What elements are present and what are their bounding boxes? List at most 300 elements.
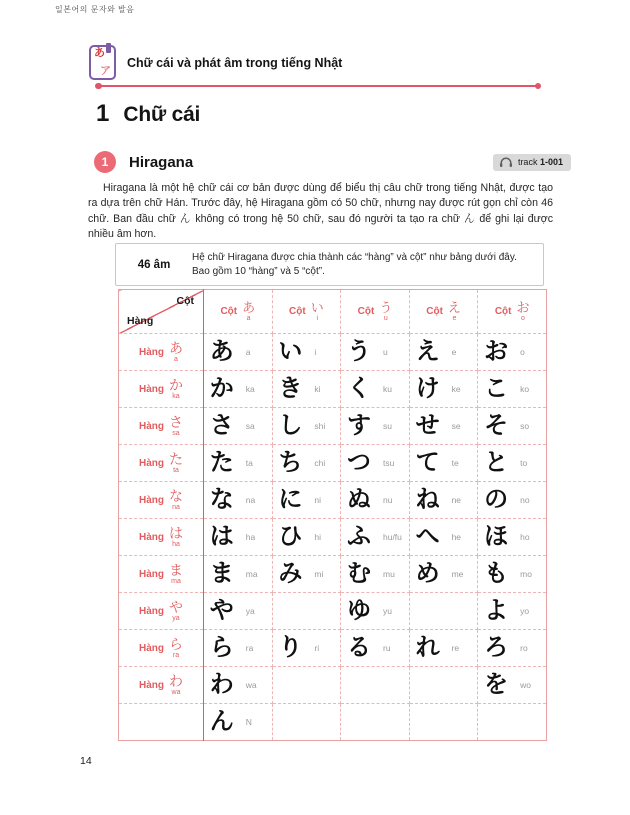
- kana-glyph: を: [484, 671, 509, 698]
- romaji-label: sa: [172, 430, 180, 437]
- kana-cell: [478, 630, 547, 667]
- romaji-label: yo: [520, 606, 530, 616]
- table-row: [119, 445, 547, 482]
- romaji-label: ri: [314, 643, 320, 653]
- romaji-label: mo: [520, 569, 532, 579]
- kana-cell: [272, 519, 341, 556]
- kana-cell-content: [273, 414, 341, 438]
- kana-glyph: わ: [169, 673, 183, 689]
- kana-glyph: し: [278, 412, 303, 439]
- romaji-label: wa: [171, 689, 181, 696]
- audio-track-badge[interactable]: [493, 154, 571, 171]
- section-divider-rule: [98, 85, 538, 87]
- kana-cell: [341, 556, 410, 593]
- kana-cell: [341, 445, 410, 482]
- kana-cell: [204, 593, 273, 630]
- kana-glyph: ぬ: [346, 486, 371, 513]
- romaji-label: ko: [520, 384, 530, 394]
- kana-cell-content: [204, 599, 272, 623]
- column-header-content: [204, 301, 272, 322]
- row-header: [119, 445, 204, 482]
- column-header-prefix: Cột: [289, 306, 306, 317]
- kana-glyph: た: [209, 449, 234, 476]
- row-header: [119, 371, 204, 408]
- table-row: [119, 630, 547, 667]
- romaji-label: tsu: [382, 458, 395, 468]
- kana-cell-content: [273, 488, 341, 512]
- kana-cell: [478, 371, 547, 408]
- kana-with-romaji: [169, 526, 183, 548]
- kana-glyph: こ: [484, 375, 509, 402]
- kana-glyph: ん: [209, 708, 234, 735]
- romaji-label: ra: [245, 643, 254, 653]
- kana-glyph: は: [169, 525, 183, 541]
- kana-cell-content: [341, 377, 409, 401]
- romaji-label: ta: [245, 458, 253, 468]
- chapter-title: Chữ cái và phát âm trong tiếng Nhật: [127, 55, 343, 70]
- romaji-label: ta: [173, 467, 179, 474]
- kana-cell-content: [410, 636, 478, 660]
- table-header-row: [119, 290, 547, 334]
- kana-table: [118, 289, 547, 741]
- romaji-label: N: [245, 717, 252, 727]
- kana-glyph: ら: [209, 634, 234, 661]
- romaji-label: u: [382, 347, 388, 357]
- row-header-content: [119, 637, 203, 659]
- kana-cell: [478, 445, 547, 482]
- kana-cell: [341, 630, 410, 667]
- kana-cell-content: [273, 525, 341, 549]
- section-heading: [96, 100, 200, 128]
- kana-glyph: え: [415, 338, 440, 365]
- kana-cell: [409, 408, 478, 445]
- running-head: 일본어의 문자와 발음: [55, 5, 135, 14]
- kana-glyph: や: [169, 599, 183, 615]
- kana-glyph: せ: [415, 412, 440, 439]
- kana-glyph: よ: [484, 597, 509, 624]
- intro-paragraph: Hiragana là một hệ chữ cái cơ bản được dùng để biểu thị câu chữ trong tiếng Nhật, được tạo ra dựa trên chữ Hán. Trước đây, hệ Hiragana gồm có 50 chữ, nhưng nay được rút gọn chỉ còn 46 chữ. Ban đầu chữ ん không có trong hệ 50 chữ, sau đó người ta tạo ra chữ ん để ghi lại được nhiều âm hơn.: [88, 182, 553, 241]
- kana-glyph: む: [346, 560, 371, 587]
- romaji-label: ro: [520, 643, 528, 653]
- kana-cell-content: [478, 377, 546, 401]
- kana-cell: [409, 630, 478, 667]
- kana-glyph: わ: [209, 671, 234, 698]
- kana-glyph: ち: [278, 449, 303, 476]
- kana-cell-content: [410, 488, 478, 512]
- romaji-label: u: [383, 315, 388, 322]
- romaji-label: a: [245, 347, 251, 357]
- romaji-label: so: [520, 421, 530, 431]
- kana-with-romaji: [169, 415, 183, 437]
- kana-cell: [478, 482, 547, 519]
- kana-cell: [272, 667, 341, 704]
- row-header-prefix: Hàng: [139, 531, 164, 543]
- kana-glyph: ふ: [346, 523, 371, 550]
- column-header-prefix: Cột: [494, 306, 512, 317]
- kana-cell-content: [204, 414, 272, 438]
- info-box: [115, 243, 544, 286]
- kana-glyph: ゆ: [346, 597, 371, 624]
- kana-glyph: う: [379, 300, 393, 315]
- kana-glyph: あ: [169, 340, 183, 356]
- kana-with-romaji: [517, 301, 530, 322]
- kana-cell: [478, 334, 547, 371]
- kana-glyph: は: [209, 523, 234, 550]
- kana-glyph: ろ: [484, 634, 509, 661]
- subsection-number-badge: 1: [94, 151, 116, 173]
- table-row: [119, 519, 547, 556]
- kana-cell-content: [204, 636, 272, 660]
- corner-row-label: Hàng: [127, 315, 154, 327]
- row-header: [119, 593, 204, 630]
- row-header-prefix: Hàng: [139, 642, 164, 654]
- romaji-label: no: [520, 495, 530, 505]
- romaji-label: na: [245, 495, 256, 505]
- romaji-label: mi: [314, 569, 324, 579]
- section-title: Chữ cái: [123, 103, 201, 126]
- kana-cell: [272, 334, 341, 371]
- table-row: [119, 482, 547, 519]
- subsection-header: [94, 151, 571, 173]
- kana-glyph: さ: [169, 414, 183, 430]
- table-row: [119, 408, 547, 445]
- kana-table-body: [119, 290, 547, 741]
- column-header: [341, 290, 410, 334]
- column-header-content: [273, 301, 341, 322]
- romaji-label: ru: [382, 643, 391, 653]
- table-row: [119, 667, 547, 704]
- romaji-label: na: [172, 504, 180, 511]
- kana-card-icon: [89, 45, 116, 80]
- romaji-label: mu: [382, 569, 395, 579]
- info-box-text: Hệ chữ Hiragana được chia thành các “hàng” và cột” như bảng dưới đây. Bao gồm 10 “hàng” và 5 “cột”.: [192, 252, 517, 277]
- kana-glyph: や: [209, 597, 234, 624]
- kana-glyph: か: [209, 375, 234, 402]
- kana-cell: [478, 408, 547, 445]
- kana-cell-content: [478, 599, 546, 623]
- kana-glyph: な: [209, 486, 234, 513]
- romaji-label: e: [452, 315, 457, 322]
- row-header-prefix: Hàng: [139, 383, 164, 395]
- row-header-content: [119, 526, 203, 548]
- kana-glyph: た: [169, 451, 183, 467]
- romaji-label: o: [521, 315, 525, 322]
- kana-glyph: ら: [169, 636, 183, 652]
- column-header: [478, 290, 547, 334]
- kana-cell: [409, 334, 478, 371]
- kana-glyph: い: [310, 300, 324, 315]
- table-row: [119, 371, 547, 408]
- column-header-content: [341, 301, 409, 322]
- kana-cell: [204, 630, 273, 667]
- romaji-label: hu/fu: [382, 532, 402, 542]
- romaji-label: ma: [245, 569, 258, 579]
- kana-glyph: ま: [209, 560, 234, 587]
- row-header: [119, 704, 204, 741]
- kana-cell-content: [478, 451, 546, 475]
- kana-cell: [478, 704, 547, 741]
- kana-cell: [272, 704, 341, 741]
- romaji-label: re: [451, 643, 460, 653]
- kana-with-romaji: [169, 600, 183, 622]
- romaji-label: su: [382, 421, 392, 431]
- kana-with-romaji: [169, 637, 183, 659]
- romaji-label: e: [451, 347, 457, 357]
- kana-cell-content: [478, 525, 546, 549]
- column-header-content: [478, 301, 546, 322]
- column-header-prefix: Cột: [357, 306, 375, 317]
- kana-cell: [409, 445, 478, 482]
- kana-glyph: け: [415, 375, 440, 402]
- kana-glyph: え: [447, 300, 461, 315]
- kana-cell: [478, 519, 547, 556]
- kana-cell: [409, 371, 478, 408]
- kana-glyph: り: [278, 634, 303, 661]
- romaji-label: nu: [382, 495, 393, 505]
- table-row: [119, 704, 547, 741]
- row-header-prefix: Hàng: [139, 346, 164, 358]
- katakana-a-glyph: ア: [100, 64, 111, 77]
- row-header: [119, 556, 204, 593]
- kana-cell-content: [410, 451, 478, 475]
- kana-cell-content: [341, 599, 409, 623]
- kana-glyph: う: [346, 338, 371, 365]
- kana-cell: [204, 445, 273, 482]
- kana-glyph: そ: [484, 412, 509, 439]
- kana-cell: [272, 482, 341, 519]
- kana-cell-content: [410, 377, 478, 401]
- bookmark-tab-icon: [106, 43, 111, 53]
- table-row: [119, 334, 547, 371]
- romaji-label: ya: [172, 615, 180, 622]
- table-row: [119, 556, 547, 593]
- romaji-label: hi: [314, 532, 322, 542]
- kana-cell: [341, 667, 410, 704]
- romaji-label: i: [316, 315, 318, 322]
- kana-cell-content: [204, 562, 272, 586]
- romaji-label: sa: [245, 421, 255, 431]
- romaji-label: ke: [451, 384, 461, 394]
- romaji-label: wa: [245, 680, 257, 690]
- column-header-prefix: Cột: [220, 306, 238, 317]
- kana-cell: [409, 593, 478, 630]
- romaji-label: ki: [314, 384, 321, 394]
- row-header-content: [119, 378, 203, 400]
- romaji-label: ka: [245, 384, 255, 394]
- kana-cell: [341, 593, 410, 630]
- kana-cell-content: [478, 562, 546, 586]
- kana-glyph: ほ: [484, 523, 509, 550]
- romaji-label: wo: [520, 680, 532, 690]
- kana-glyph: に: [278, 486, 303, 513]
- kana-glyph: も: [484, 560, 509, 587]
- kana-with-romaji: [379, 301, 392, 322]
- kana-cell: [478, 593, 547, 630]
- kana-cell: [272, 556, 341, 593]
- romaji-label: ne: [451, 495, 462, 505]
- kana-glyph: お: [516, 300, 530, 315]
- kana-glyph: の: [484, 486, 509, 513]
- row-header: [119, 519, 204, 556]
- hiragana-a-glyph: あ: [94, 47, 105, 59]
- headphones-icon: [499, 157, 513, 168]
- row-header-prefix: Hàng: [139, 420, 164, 432]
- romaji-label: a: [174, 356, 178, 363]
- row-header: [119, 630, 204, 667]
- romaji-label: a: [246, 315, 251, 322]
- kana-cell-content: [478, 340, 546, 364]
- row-header-prefix: Hàng: [139, 679, 164, 691]
- section-number: 1: [96, 100, 110, 127]
- kana-with-romaji: [448, 301, 461, 322]
- kana-cell-content: [341, 525, 409, 549]
- kana-cell: [409, 704, 478, 741]
- row-header-content: [119, 674, 203, 696]
- row-header-content: [119, 563, 203, 585]
- kana-glyph: れ: [415, 634, 440, 661]
- romaji-label: ha: [245, 532, 256, 542]
- romaji-label: i: [314, 347, 317, 357]
- kana-cell-content: [204, 451, 272, 475]
- kana-cell-content: [204, 525, 272, 549]
- column-header-content: [410, 301, 478, 322]
- kana-cell: [272, 408, 341, 445]
- romaji-label: o: [520, 347, 525, 357]
- corner-col-label: Cột: [176, 295, 194, 307]
- kana-cell-content: [204, 673, 272, 697]
- romaji-label: he: [451, 532, 462, 542]
- row-header-content: [119, 600, 203, 622]
- table-corner-cell: [119, 290, 204, 334]
- kana-glyph: お: [484, 338, 509, 365]
- info-box-label: 46 âm: [137, 258, 171, 271]
- column-header-prefix: Cột: [426, 306, 443, 317]
- kana-with-romaji: [169, 341, 183, 363]
- kana-cell-content: [341, 451, 409, 475]
- kana-glyph: く: [346, 375, 371, 402]
- row-header-prefix: Hàng: [139, 568, 164, 580]
- row-header-content: [119, 415, 203, 437]
- row-header-prefix: Hàng: [139, 494, 164, 506]
- kana-with-romaji: [169, 378, 183, 400]
- kana-cell: [409, 556, 478, 593]
- table-row: [119, 593, 547, 630]
- kana-cell-content: [273, 377, 341, 401]
- kana-cell: [272, 593, 341, 630]
- kana-cell-content: [478, 488, 546, 512]
- row-header-content: [119, 489, 203, 511]
- romaji-label: ku: [382, 384, 392, 394]
- romaji-label: ha: [172, 541, 180, 548]
- romaji-label: ho: [520, 532, 530, 542]
- kana-with-romaji: [169, 563, 183, 585]
- row-header-content: [119, 341, 203, 363]
- row-header: [119, 408, 204, 445]
- kana-cell-content: [478, 673, 546, 697]
- kana-cell: [204, 334, 273, 371]
- romaji-label: yu: [382, 606, 392, 616]
- romaji-label: to: [520, 458, 528, 468]
- kana-cell-content: [341, 562, 409, 586]
- column-header: [204, 290, 273, 334]
- kana-cell: [341, 519, 410, 556]
- kana-glyph: と: [484, 449, 509, 476]
- kana-glyph: あ: [209, 338, 234, 365]
- kana-glyph: な: [169, 488, 183, 504]
- kana-with-romaji: [169, 674, 183, 696]
- row-header: [119, 482, 204, 519]
- romaji-label: shi: [314, 421, 326, 431]
- kana-glyph: あ: [242, 300, 256, 315]
- kana-cell: [204, 704, 273, 741]
- kana-cell-content: [410, 414, 478, 438]
- kana-glyph: す: [346, 412, 371, 439]
- kana-cell: [341, 371, 410, 408]
- romaji-label: me: [451, 569, 464, 579]
- kana-with-romaji: [242, 301, 255, 322]
- romaji-label: te: [451, 458, 459, 468]
- kana-cell: [409, 519, 478, 556]
- kana-cell-content: [273, 340, 341, 364]
- kana-cell: [478, 556, 547, 593]
- kana-cell-content: [204, 340, 272, 364]
- kana-cell: [272, 445, 341, 482]
- kana-glyph: へ: [415, 523, 440, 550]
- kana-cell-content: [204, 488, 272, 512]
- page-number: 14: [80, 755, 92, 767]
- kana-cell-content: [204, 710, 272, 734]
- kana-cell: [409, 482, 478, 519]
- kana-glyph: き: [278, 375, 303, 402]
- kana-cell: [204, 556, 273, 593]
- kana-cell-content: [410, 340, 478, 364]
- kana-with-romaji: [311, 301, 324, 322]
- kana-cell-content: [410, 525, 478, 549]
- romaji-label: ra: [172, 652, 180, 659]
- kana-cell-content: [478, 636, 546, 660]
- kana-glyph: ま: [169, 562, 183, 578]
- chapter-header: [89, 45, 342, 80]
- column-header: [272, 290, 341, 334]
- kana-cell-content: [204, 377, 272, 401]
- subsection-title: Hiragana: [129, 153, 194, 171]
- kana-glyph: さ: [209, 412, 234, 439]
- kana-cell-content: [273, 451, 341, 475]
- kana-cell: [478, 667, 547, 704]
- kana-cell: [272, 630, 341, 667]
- kana-glyph: て: [415, 449, 440, 476]
- kana-glyph: め: [415, 560, 440, 587]
- kana-cell: [341, 408, 410, 445]
- row-header-content: [119, 452, 203, 474]
- kana-cell-content: [341, 340, 409, 364]
- romaji-label: ya: [245, 606, 255, 616]
- kana-glyph: ね: [415, 486, 440, 513]
- kana-glyph: ひ: [278, 523, 303, 550]
- row-header-prefix: Hàng: [139, 605, 164, 617]
- kana-cell: [341, 482, 410, 519]
- romaji-label: chi: [314, 458, 326, 468]
- kana-cell: [204, 482, 273, 519]
- kana-cell-content: [478, 414, 546, 438]
- kana-cell: [204, 519, 273, 556]
- kana-cell: [341, 704, 410, 741]
- row-header: [119, 667, 204, 704]
- kana-cell-content: [341, 488, 409, 512]
- row-header: [119, 334, 204, 371]
- kana-cell-content: [410, 562, 478, 586]
- romaji-label: ka: [172, 393, 180, 400]
